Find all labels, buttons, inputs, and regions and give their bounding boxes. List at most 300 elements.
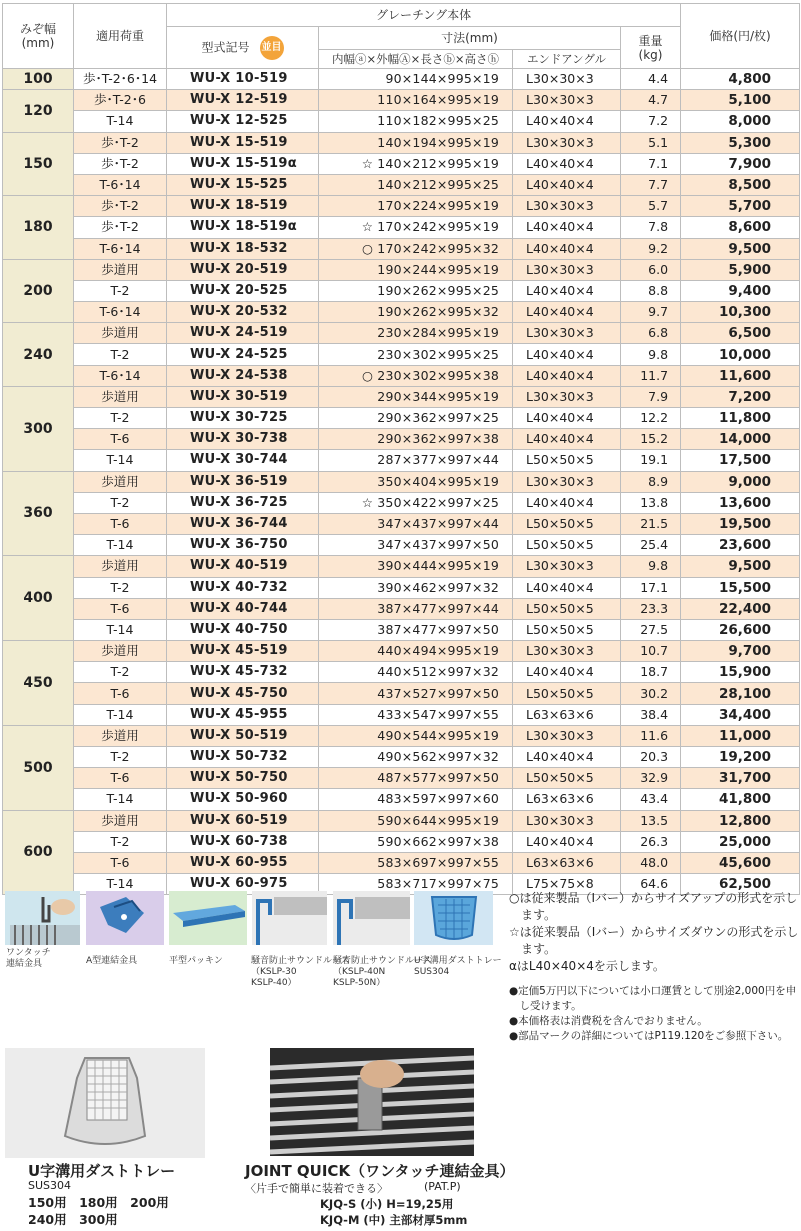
noise-proof-40-icon [333,891,410,945]
price-cell: 34,400 [681,704,800,725]
load-cell: T-14 [74,111,167,132]
mizo-cell: 500 [3,725,74,810]
load-cell: T-6 [74,683,167,704]
model-cell: WU-X 50-519 [167,725,319,746]
angle-cell: L40×40×4 [513,344,621,365]
table-row [3,704,800,725]
part-label-a-type: A型連結金具 [86,956,138,966]
dims-cell: 440×512×997×32 [319,662,513,683]
weight-cell: 9.8 [621,556,681,577]
mizo-cell: 300 [3,386,74,471]
model-cell: WU-X 45-732 [167,662,319,683]
dims-cell: 347×437×997×44 [319,513,513,534]
model-cell: WU-X 18-519α [167,217,319,238]
part-label-noise-30: 騒音防止サウンドルース （KSLP-30 KSLP-40） [251,956,350,988]
load-cell: 歩･T-2･6･14 [74,69,167,90]
load-cell: T-2 [74,492,167,513]
weight-cell: 11.7 [621,365,681,386]
angle-cell: L30×30×3 [513,196,621,217]
load-cell: T-6･14 [74,302,167,323]
price-table-body [3,69,800,895]
weight-cell: 4.7 [621,90,681,111]
price-cell: 22,400 [681,598,800,619]
weight-cell: 9.2 [621,238,681,259]
angle-cell: L63×63×6 [513,789,621,810]
load-cell: T-2 [74,747,167,768]
load-cell: 歩道用 [74,471,167,492]
dims-cell: 350×404×995×19 [319,471,513,492]
weight-cell: 17.1 [621,577,681,598]
table-row [3,153,800,174]
model-cell: WU-X 40-519 [167,556,319,577]
model-cell: WU-X 30-738 [167,429,319,450]
angle-cell: L50×50×5 [513,598,621,619]
angle-cell: L63×63×6 [513,852,621,873]
dims-cell: ○ 170×242×995×32 [319,238,513,259]
price-cell: 9,000 [681,471,800,492]
model-cell: WU-X 60-738 [167,831,319,852]
price-cell: 9,500 [681,556,800,577]
load-cell: T-2 [74,344,167,365]
angle-cell: L40×40×4 [513,302,621,323]
model-cell: WU-X 15-525 [167,174,319,195]
load-cell: T-6･14 [74,238,167,259]
part-label-noise-40: 騒音防止サウンドルース （KSLP-40N KSLP-50N） [333,956,432,988]
mizo-cell: 180 [3,196,74,260]
table-row [3,259,800,280]
dims-cell: 140×212×995×25 [319,174,513,195]
joint-quick-line-1: KJQ-S (小) H=19,25用 [320,1197,454,1211]
price-cell: 6,500 [681,323,800,344]
mizo-cell: 240 [3,323,74,387]
dims-cell: 440×494×995×19 [319,641,513,662]
price-cell: 11,800 [681,408,800,429]
weight-cell: 5.1 [621,132,681,153]
price-cell: 4,800 [681,69,800,90]
table-row [3,747,800,768]
load-cell: T-6･14 [74,174,167,195]
table-row [3,768,800,789]
model-cell: WU-X 30-519 [167,386,319,407]
price-cell: 8,600 [681,217,800,238]
mizo-cell: 600 [3,810,74,895]
table-row [3,302,800,323]
angle-cell: L30×30×3 [513,259,621,280]
price-cell: 5,900 [681,259,800,280]
price-cell: 25,000 [681,831,800,852]
angle-cell: L40×40×4 [513,365,621,386]
dims-cell: ☆ 350×422×997×25 [319,492,513,513]
angle-cell: L40×40×4 [513,408,621,429]
angle-cell: L40×40×4 [513,747,621,768]
dims-cell: 583×717×997×75 [319,874,513,895]
model-cell: WU-X 15-519α [167,153,319,174]
price-cell: 5,300 [681,132,800,153]
weight-cell: 5.7 [621,196,681,217]
joint-quick-image [270,1048,474,1156]
price-cell: 7,200 [681,386,800,407]
weight-cell: 21.5 [621,513,681,534]
table-row [3,344,800,365]
dims-cell: ☆ 140×212×995×19 [319,153,513,174]
price-cell: 17,500 [681,450,800,471]
weight-cell: 7.2 [621,111,681,132]
weight-cell: 15.2 [621,429,681,450]
a-type-fitting-icon [86,891,164,945]
price-cell: 5,700 [681,196,800,217]
dims-cell: 390×444×995×19 [319,556,513,577]
mizo-cell: 200 [3,259,74,323]
dims-cell: 387×477×997×44 [319,598,513,619]
price-cell: 10,300 [681,302,800,323]
weight-cell: 8.8 [621,280,681,301]
table-row [3,132,800,153]
dims-cell: 290×362×997×25 [319,408,513,429]
note-circle: ○は従来製品（Iバー）からサイズアップの形式を示します。 [509,891,798,922]
dims-cell: 230×302×995×25 [319,344,513,365]
angle-cell: L40×40×4 [513,492,621,513]
weight-cell: 7.9 [621,386,681,407]
table-row [3,238,800,259]
model-cell: WU-X 12-525 [167,111,319,132]
angle-cell: L30×30×3 [513,132,621,153]
price-cell: 19,200 [681,747,800,768]
dims-cell: 290×362×997×38 [319,429,513,450]
dims-cell: 110×182×995×25 [319,111,513,132]
price-cell: 15,500 [681,577,800,598]
price-cell: 8,000 [681,111,800,132]
model-cell: WU-X 36-725 [167,492,319,513]
load-cell: 歩道用 [74,323,167,344]
angle-cell: L40×40×4 [513,217,621,238]
model-cell: WU-X 50-960 [167,789,319,810]
model-cell: WU-X 30-725 [167,408,319,429]
part-packing [169,891,247,945]
flat-packing-icon [169,891,247,945]
price-cell: 9,700 [681,641,800,662]
part-one-touch [5,891,80,945]
price-cell: 23,600 [681,535,800,556]
load-cell: T-2 [74,662,167,683]
weight-cell: 32.9 [621,768,681,789]
angle-cell: L50×50×5 [513,535,621,556]
price-cell: 5,100 [681,90,800,111]
price-cell: 19,500 [681,513,800,534]
note-bullet-3: ●部品マークの詳細についてはP119.120をご参照下さい。 [509,1030,789,1042]
mizo-cell: 400 [3,556,74,641]
load-cell: 歩道用 [74,725,167,746]
table-row [3,831,800,852]
price-cell: 11,000 [681,725,800,746]
dims-cell: 230×284×995×19 [319,323,513,344]
price-cell: 31,700 [681,768,800,789]
model-cell: WU-X 15-519 [167,132,319,153]
part-noise-30 [252,891,327,945]
joint-quick-photo [270,1048,474,1156]
angle-cell: L30×30×3 [513,471,621,492]
angle-cell: L40×40×4 [513,831,621,852]
weight-cell: 9.8 [621,344,681,365]
load-cell: 歩道用 [74,386,167,407]
model-cell: WU-X 18-519 [167,196,319,217]
model-cell: WU-X 12-519 [167,90,319,111]
col-weight-header: 重量 (kg) [621,27,681,69]
dims-cell: 190×262×995×25 [319,280,513,301]
dust-tray-image [5,1048,205,1158]
load-cell: 歩道用 [74,641,167,662]
load-cell: T-6 [74,429,167,450]
model-cell: WU-X 30-744 [167,450,319,471]
load-cell: T-6 [74,768,167,789]
model-cell: WU-X 40-750 [167,619,319,640]
angle-cell: L40×40×4 [513,577,621,598]
dims-cell: 190×244×995×19 [319,259,513,280]
weight-cell: 9.7 [621,302,681,323]
mizo-cell: 450 [3,641,74,726]
mizo-cell: 120 [3,90,74,132]
col-price-header: 価格(円/枚) [681,4,800,69]
table-row [3,662,800,683]
weight-cell: 12.2 [621,408,681,429]
weight-cell: 48.0 [621,852,681,873]
dust-tray-sizes-1: 150用 180用 200用 [28,1195,169,1210]
table-row [3,174,800,195]
weight-cell: 23.3 [621,598,681,619]
dims-cell: 110×164×995×19 [319,90,513,111]
price-cell: 7,900 [681,153,800,174]
weight-cell: 18.7 [621,662,681,683]
model-cell: WU-X 24-538 [167,365,319,386]
col-load-header: 適用荷重 [74,4,167,69]
table-row [3,323,800,344]
angle-cell: L50×50×5 [513,683,621,704]
price-cell: 14,000 [681,429,800,450]
model-cell: WU-X 45-955 [167,704,319,725]
dims-cell: 433×547×997×55 [319,704,513,725]
dims-cell: ○ 230×302×995×38 [319,365,513,386]
dims-cell: 487×577×997×50 [319,768,513,789]
load-cell: T-14 [74,450,167,471]
load-cell: T-2 [74,831,167,852]
load-cell: 歩･T-2 [74,217,167,238]
table-row [3,90,800,111]
weight-cell: 19.1 [621,450,681,471]
load-cell: T-2 [74,408,167,429]
table-row [3,683,800,704]
dims-cell: 190×262×995×32 [319,302,513,323]
weight-cell: 4.4 [621,69,681,90]
price-cell: 26,600 [681,619,800,640]
weight-cell: 27.5 [621,619,681,640]
load-cell: T-14 [74,874,167,895]
angle-cell: L30×30×3 [513,725,621,746]
dust-tray-material: SUS304 [28,1179,72,1192]
coarse-badge: 並目 [260,36,284,60]
table-row [3,513,800,534]
angle-cell: L30×30×3 [513,556,621,577]
table-row [3,556,800,577]
dims-cell: 437×527×997×50 [319,683,513,704]
group-title: グレーチング本体 [167,4,681,27]
load-cell: T-6 [74,598,167,619]
weight-cell: 6.0 [621,259,681,280]
load-cell: T-6 [74,852,167,873]
table-row [3,492,800,513]
weight-cell: 20.3 [621,747,681,768]
notes [509,890,799,1044]
dims-cell: 90×144×995×19 [319,69,513,90]
dims-cell: 483×597×997×60 [319,789,513,810]
joint-quick-line-2: KJQ-M (中) 主部材厚5mm [320,1213,468,1227]
angle-cell: L50×50×5 [513,450,621,471]
weight-cell: 43.4 [621,789,681,810]
weight-cell: 7.8 [621,217,681,238]
table-row [3,598,800,619]
load-cell: 歩道用 [74,810,167,831]
dims-cell: 347×437×997×50 [319,535,513,556]
angle-cell: L30×30×3 [513,323,621,344]
angle-cell: L30×30×3 [513,69,621,90]
model-cell: WU-X 40-732 [167,577,319,598]
load-cell: 歩道用 [74,556,167,577]
model-cell: WU-X 60-975 [167,874,319,895]
model-cell: WU-X 18-532 [167,238,319,259]
weight-cell: 25.4 [621,535,681,556]
angle-cell: L40×40×4 [513,153,621,174]
angle-cell: L40×40×4 [513,429,621,450]
dust-tray-sizes-2: 240用 300用 [28,1212,118,1227]
model-cell: WU-X 45-519 [167,641,319,662]
weight-cell: 13.5 [621,810,681,831]
dims-cell: 390×462×997×32 [319,577,513,598]
table-row [3,789,800,810]
table-row [3,725,800,746]
table-row [3,450,800,471]
table-row [3,471,800,492]
dust-tray-title: U字溝用ダストトレー [28,1162,176,1180]
price-cell: 13,600 [681,492,800,513]
note-alpha: αはL40×40×4を示します。 [509,959,665,973]
model-cell: WU-X 45-750 [167,683,319,704]
dims-cell: ☆ 170×242×995×19 [319,217,513,238]
col-dims-sub-header: 内幅ⓐ×外幅Ⓐ×長さⓑ×高さⓗ [319,50,513,69]
dims-cell: 290×344×995×19 [319,386,513,407]
model-cell: WU-X 36-750 [167,535,319,556]
weight-cell: 8.9 [621,471,681,492]
mizo-cell: 150 [3,132,74,196]
dims-cell: 583×697×997×55 [319,852,513,873]
dust-tray-icon [414,891,493,945]
price-cell: 62,500 [681,874,800,895]
weight-cell: 26.3 [621,831,681,852]
load-cell: 歩･T-2 [74,196,167,217]
model-cell: WU-X 50-750 [167,768,319,789]
price-cell: 12,800 [681,810,800,831]
model-cell: WU-X 60-519 [167,810,319,831]
load-cell: T-14 [74,789,167,810]
angle-cell: L50×50×5 [513,513,621,534]
table-row [3,217,800,238]
weight-cell: 38.4 [621,704,681,725]
weight-cell: 7.1 [621,153,681,174]
joint-quick-patent: (PAT.P) [424,1180,461,1193]
price-table [2,3,800,895]
weight-cell: 10.7 [621,641,681,662]
col-angle-header: エンドアングル [513,50,621,69]
col-dims-header: 寸法(mm) [319,27,621,50]
load-cell: 歩･T-2 [74,132,167,153]
price-cell: 45,600 [681,852,800,873]
weight-cell: 30.2 [621,683,681,704]
load-cell: 歩･T-2･6 [74,90,167,111]
load-cell: T-14 [74,619,167,640]
dims-cell: 590×644×995×19 [319,810,513,831]
price-cell: 10,000 [681,344,800,365]
angle-cell: L75×75×8 [513,874,621,895]
dims-cell: 590×662×997×38 [319,831,513,852]
load-cell: T-14 [74,535,167,556]
angle-cell: L40×40×4 [513,174,621,195]
table-row [3,535,800,556]
load-cell: T-14 [74,704,167,725]
table-row [3,69,800,90]
table-row [3,619,800,640]
model-cell: WU-X 36-519 [167,471,319,492]
load-cell: 歩道用 [74,259,167,280]
model-cell: WU-X 20-519 [167,259,319,280]
angle-cell: L30×30×3 [513,810,621,831]
part-noise-40 [333,891,410,945]
price-cell: 9,400 [681,280,800,301]
angle-cell: L30×30×3 [513,386,621,407]
table-row [3,641,800,662]
model-cell: WU-X 60-955 [167,852,319,873]
angle-cell: L40×40×4 [513,111,621,132]
table-row [3,386,800,407]
model-cell: WU-X 20-532 [167,302,319,323]
part-label-one-touch: ワンタッチ 連結金具 [6,948,51,969]
col-mizo-header: みぞ幅 (mm) [3,4,74,69]
model-cell: WU-X 10-519 [167,69,319,90]
angle-cell: L63×63×6 [513,704,621,725]
note-bullet-1: ●定価5万円以下については小口運賃として別途2,000円を申し受けます。 [509,985,797,1012]
mizo-cell: 360 [3,471,74,556]
part-a-type [86,891,164,945]
table-row [3,429,800,450]
table-row [3,408,800,429]
model-cell: WU-X 24-519 [167,323,319,344]
angle-cell: L40×40×4 [513,280,621,301]
load-cell: T-2 [74,280,167,301]
angle-cell: L50×50×5 [513,619,621,640]
table-row [3,196,800,217]
part-dust-tray [414,891,493,945]
weight-cell: 13.8 [621,492,681,513]
model-cell: WU-X 20-525 [167,280,319,301]
price-cell: 15,900 [681,662,800,683]
table-row [3,810,800,831]
weight-cell: 64.6 [621,874,681,895]
dims-cell: 287×377×997×44 [319,450,513,471]
angle-cell: L30×30×3 [513,90,621,111]
joint-quick-title: JOINT QUICK（ワンタッチ連結金具） [245,1162,515,1180]
dims-cell: 170×224×995×19 [319,196,513,217]
price-cell: 8,500 [681,174,800,195]
dims-cell: 140×194×995×19 [319,132,513,153]
col-model-header: 型式記号 並目 [167,27,319,69]
price-cell: 11,600 [681,365,800,386]
angle-cell: L30×30×3 [513,641,621,662]
